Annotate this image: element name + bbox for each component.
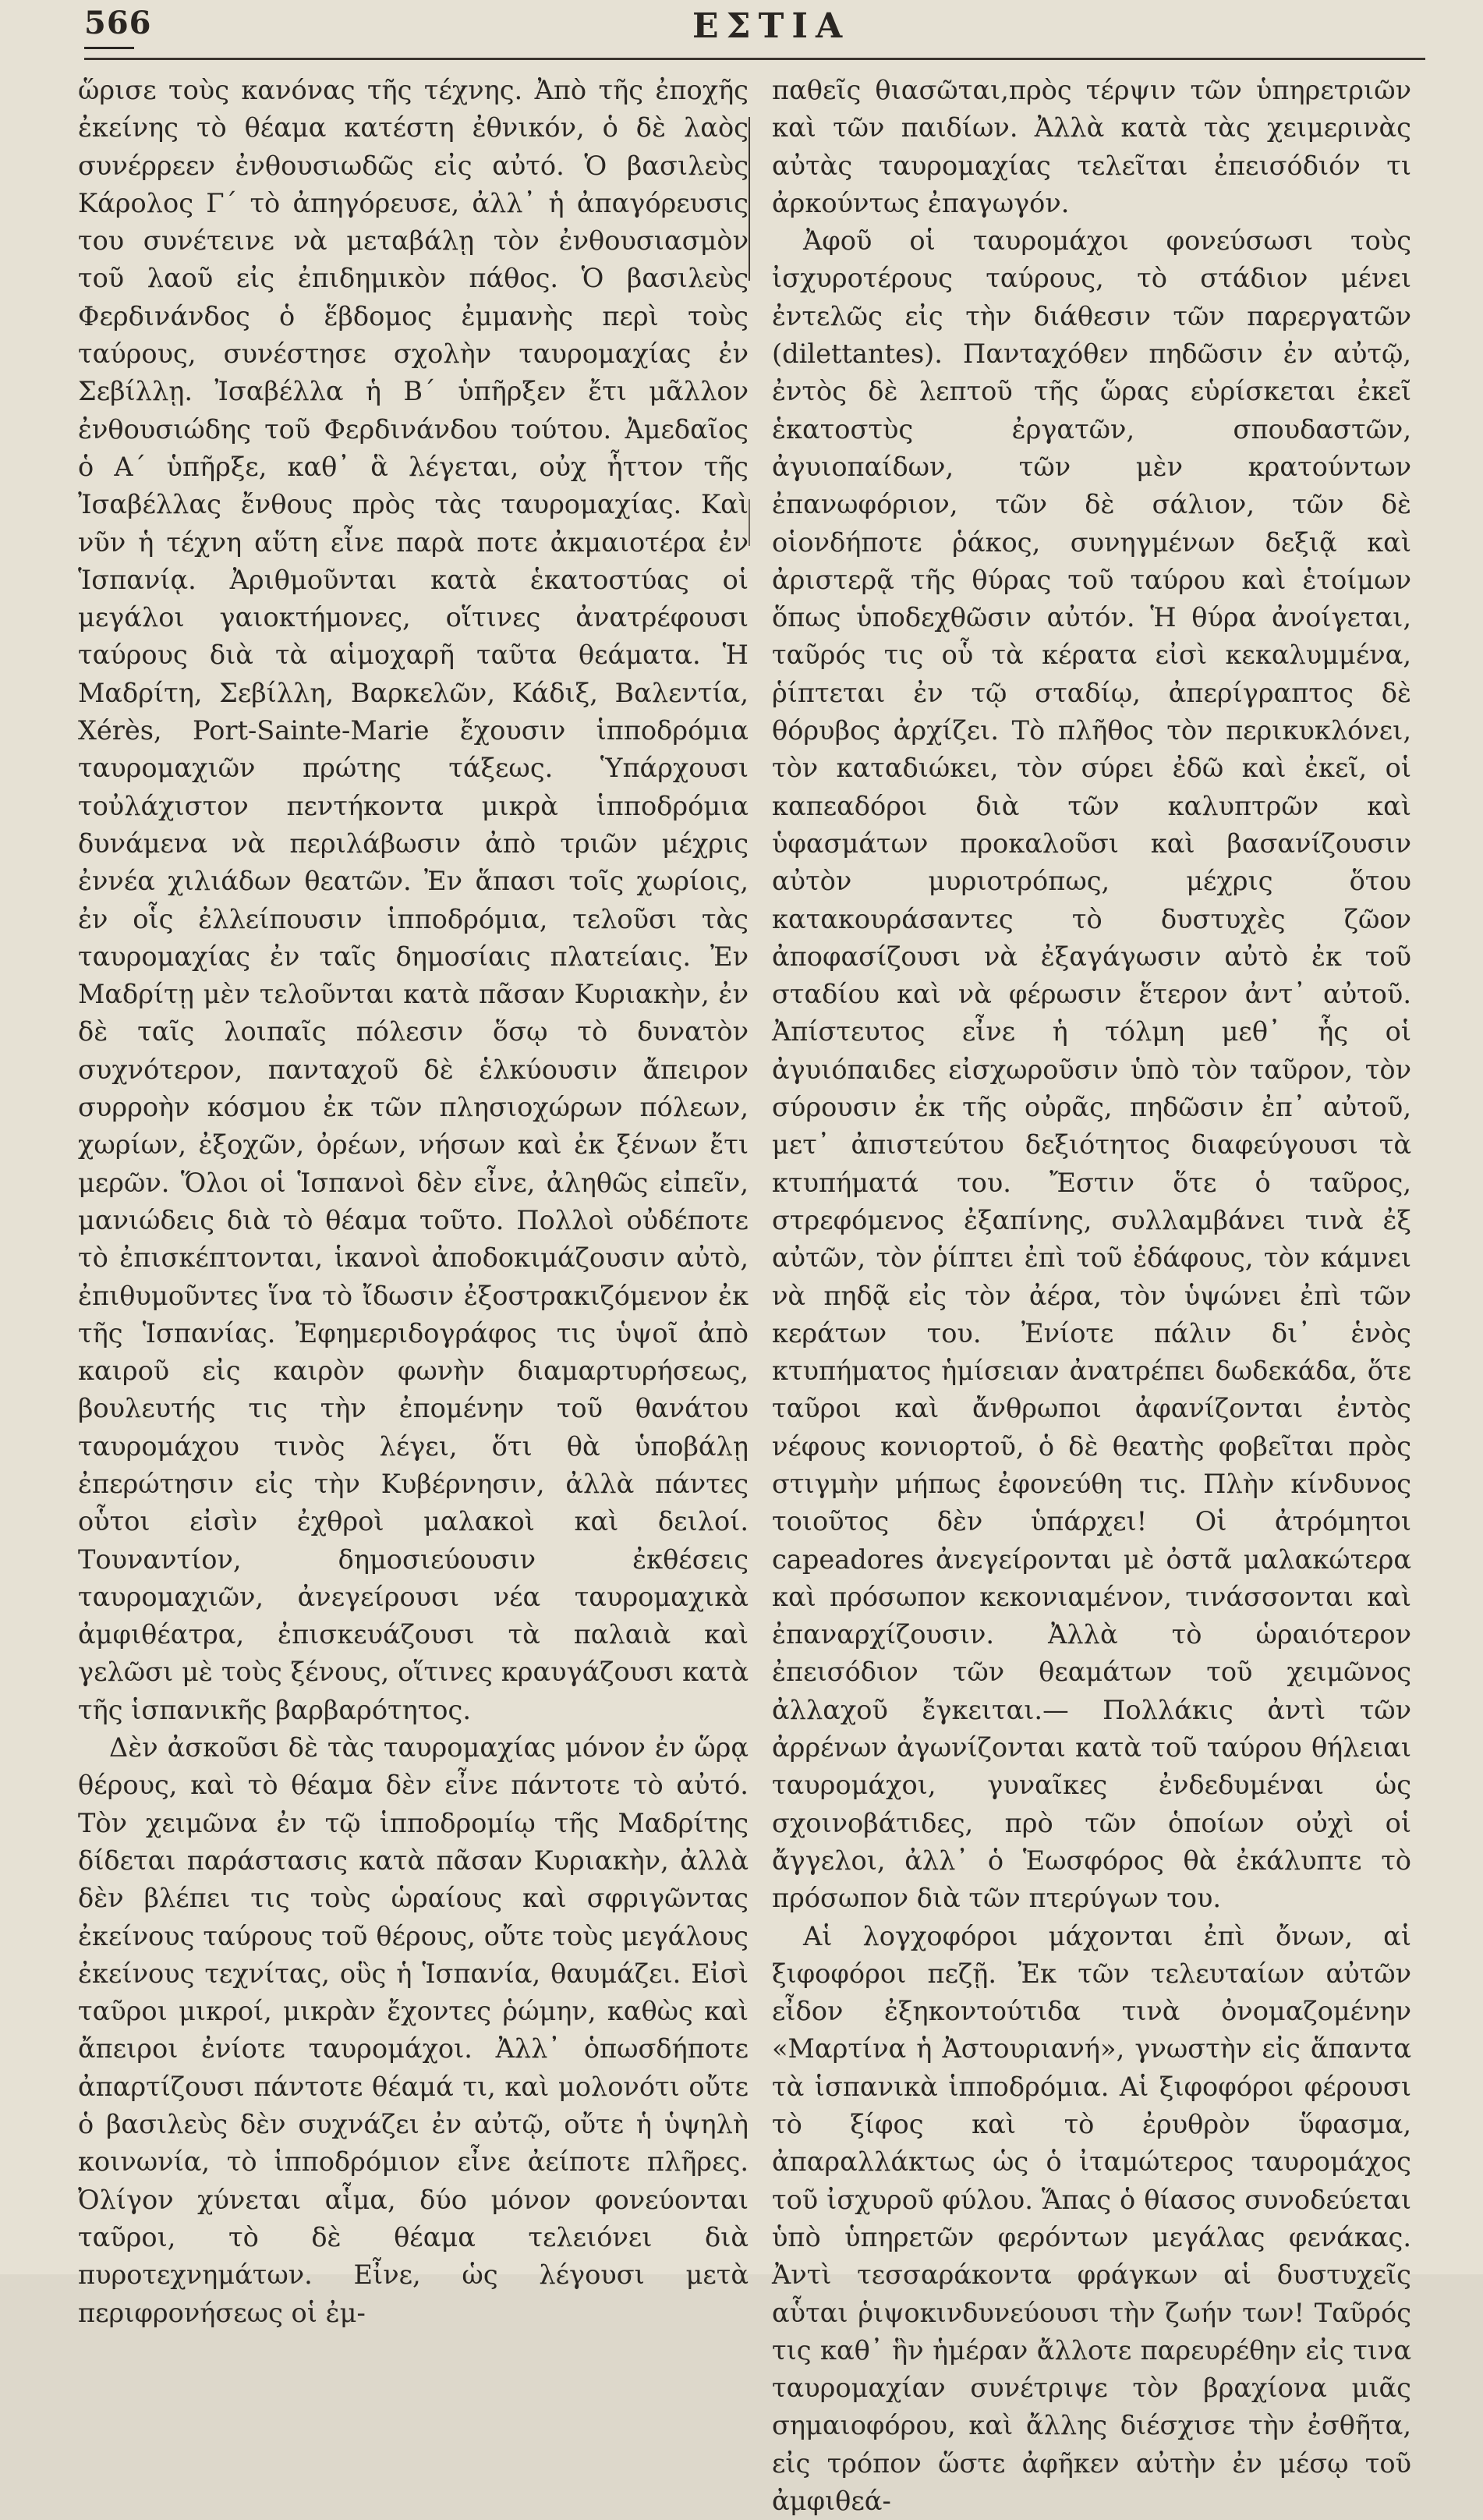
left-paragraph-2: Δὲν ἀσκοῦσι δὲ τὰς ταυρομαχίας μόνον ἐν ὥρᾳ θέρους, καὶ τὸ θέαμα δὲν εἶνε πάντοτε τὸ αὐτό. Τὸν χειμῶνα ἐν τῷ ἱπποδρομίῳ τῆς Μαδρίτης δίδεται παράστασις κατὰ πᾶσαν Κυριακὴν, ἀλλὰ δὲν βλέπει τις τοὺς ὡραίους καὶ σφριγῶντας ἐκείνους ταύρους τοῦ θέρους, οὔτε τοὺς μεγάλους ἐκείνους τεχνίτας, οὓς ἡ Ἱσπανία, θαυμάζει. Εἰσὶ ταῦροι μικροί, μικρὰν ἔχοντες ῥώμην, καθὼς καὶ ἄπειροι ἐνίοτε ταυρομάχοι. Ἀλλ᾽ ὁπωσδήποτε ἀπαρτίζουσι πάντοτε θέαμά τι, καὶ μολονότι οὔτε ὁ βασιλεὺς δὲν συχνάζει ἐν αὐτῷ, οὔτε ἡ ὑψηλὴ κοινωνία, τὸ ἱπποδρόμιον εἶνε ἀείποτε πλῆρες. Ὀλίγον χύνεται αἷμα, δύο μόνον φονεύονται ταῦροι, τὸ δὲ θέαμα τελειόνει διὰ πυροτεχνημάτων. Εἶνε, ὡς λέγουσι μετὰ περιφρονήσεως οἱ ἐμ-: [78, 1732, 749, 2328]
column-divider-fragment: [749, 499, 750, 546]
page-number-rule: [84, 47, 134, 49]
page-number: 566: [84, 5, 152, 41]
header-rule: [84, 58, 1425, 60]
right-paragraph-2: Ἀφοῦ οἱ ταυρομάχοι φονεύσωσι τοὺς ἰσχυροτέρους ταύρους, τὸ στάδιον μένει ἐντελῶς εἰς τὴν διάθεσιν τῶν παρεργατῶν (dilettantes). Πανταχόθεν πηδῶσιν ἐν αὐτῷ, ἐντὸς δὲ λεπτοῦ τῆς ὥρας εὑρίσκεται ἐκεῖ ἑκατοστὺς ἐργατῶν, σπουδαστῶν, ἀγυιοπαίδων, τῶν μὲν κρατούντων ἐπανωφόριον, τῶν δὲ σάλιον, τῶν δὲ οἱονδήποτε ῥάκος, συνηγμένων δεξιᾷ καὶ ἀριστερᾷ τῆς θύρας τοῦ ταύρου καὶ ἑτοίμων ὅπως ὑποδεχθῶσιν αὐτόν. Ἡ θύρα ἀνοίγεται, ταῦρός τις οὗ τὰ κέρατα εἰσὶ κεκαλυμμένα, ῥίπτεται ἐν τῷ σταδίῳ, ἀπερίγραπτος δὲ θόρυβος ἀρχίζει. Τὸ πλῆθος τὸν περικυκλόνει, τὸν καταδιώκει, τὸν σύρει ἐδῶ καὶ ἐκεῖ, οἱ καπεαδόροι διὰ τῶν καλυπτρῶν καὶ ὑφασμάτων προκαλοῦσι καὶ βασανίζουσιν αὐτὸν μυριοτρόπως, μέχρις ὅτου κατακουράσαντες τὸ δυστυχὲς ζῶον ἀποφασίζουσι νὰ ἐξαγάγωσιν αὐτὸ ἐκ τοῦ σταδίου καὶ νὰ φέρωσιν ἕτερον ἀντ᾽ αὐτοῦ. Ἀπίστευτος εἶνε ἡ τόλμη μεθ᾽ ἧς οἱ ἀγυιόπαιδες εἰσχωροῦσιν ὑπὸ τὸν ταῦρον, τὸν σύρουσιν ἐκ τῆς οὐρᾶς, πηδῶσιν ἐπ᾽ αὐτοῦ, μετ᾽ ἀπιστεύτου δεξιότητος διαφεύγουσι τὰ κτυπήματά του. Ἔστιν ὅτε ὁ ταῦρος, στρεφόμενος ἐξαπίνης, συλλαμβάνει τινὰ ἐξ αὐτῶν, τὸν ῥίπτει ἐπὶ τοῦ ἐδάφους, τὸν κάμνει νὰ πηδᾷ εἰς τὸν ἀέρα, τὸν ὑψώνει ἐπὶ τῶν κεράτων του. Ἐνίοτε πάλιν δι᾽ ἑνὸς κτυπήματος ἡμίσειαν ἀνατρέπει δωδεκάδα, ὅτε ταῦροι καὶ ἄνθρωποι ἀφανίζονται ἐντὸς νέφους κονιορτοῦ, ὁ δὲ θεατὴς φοβεῖται πρὸς στιγμὴν μήπως ἐφονεύθη τις. Πλὴν κίνδυνος τοιοῦτος δὲν ὑπάρχει! Οἱ ἀτρόμητοι capeadores ἀνεγείρονται μὲ ὀστᾶ μαλακώτερα καὶ πρόσωπον κεκονιαμένον, τινάσσονται καὶ ἐπαναρχίζουσιν. Ἀλλὰ τὸ ὡραιότερον ἐπεισόδιον τῶν θεαμάτων τοῦ χειμῶνος ἀλλαχοῦ ἔγκειται.— Πολλάκις ἀντὶ τῶν ἀρρένων ἀγωνίζονται κατὰ τοῦ ταύρου θήλειαι ταυρομάχοι, γυναῖκες ἐνδεδυμέναι ὡς σχοινοβάτιδες, πρὸ τῶν ὁποίων οὐχὶ οἱ ἄγγελοι, ἀλλ᾽ ὁ Ἑωσφόρος θὰ ἐκάλυπτε τὸ πρόσωπον διὰ τῶν πτερύγων του.: [772, 225, 1411, 1914]
right-paragraph-1: παθεῖς θιασῶται,πρὸς τέρψιν τῶν ὑπηρετριῶν καὶ τῶν παιδίων. Ἀλλὰ κατὰ τὰς χειμερινὰς αὐτὰς ταυρομαχίας τελεῖται ἐπεισόδιόν τι ἀρκούντως ἐπαγωγόν.: [772, 75, 1411, 218]
right-column: [772, 72, 1411, 2516]
journal-title: ΕΣΤΙΑ: [692, 6, 851, 46]
left-paragraph-1: ὥρισε τοὺς κανόνας τῆς τέχνης. Ἀπὸ τῆς ἐποχῆς ἐκείνης τὸ θέαμα κατέστη ἐθνικόν, ὁ δὲ λαὸς συνέρρεεν ἐνθουσιωδῶς εἰς αὐτό. Ὁ βασιλεὺς Κάρολος Γ΄ τὸ ἀπηγόρευσε, ἀλλ᾽ ἡ ἀπαγόρευσις του συνέτεινε νὰ μεταβάλῃ τὸν ἐνθουσιασμὸν τοῦ λαοῦ εἰς ἐπιδημικὸν πάθος. Ὁ βασιλεὺς Φερδινάνδος ὁ ἕβδομος ἐμμανὴς περὶ τοὺς ταύρους, συνέστησε σχολὴν ταυρομαχίας ἐν Σεβίλλῃ. Ἰσαβέλλα ἡ Β΄ ὑπῆρξεν ἔτι μᾶλλον ἐνθουσιώδης τοῦ Φερδινάνδου τούτου. Ἀμεδαῖος ὁ Α΄ ὑπῆρξε, καθ᾽ ἃ λέγεται, οὐχ ἧττον τῆς Ἰσαβέλλας ἔνθους πρὸς τὰς ταυρομαχίας. Καὶ νῦν ἡ τέχνη αὕτη εἶνε παρὰ ποτε ἀκμαιοτέρα ἐν Ἱσπανίᾳ. Ἀριθμοῦνται κατὰ ἑκατοστύας οἱ μεγάλοι γαιοκτήμονες, οἵτινες ἀνατρέφουσι ταύρους διὰ τὰ αἱμοχαρῆ ταῦτα θεάματα. Ἡ Μαδρίτη, Σεβίλλη, Βαρκελῶν, Κάδιξ, Βαλεντία, Xérès, Port-Sainte-Marie ἔχουσιν ἱπποδρόμια ταυρομαχιῶν πρώτης τάξεως. Ὑπάρχουσι τοὐλάχιστον πεντήκοντα μικρὰ ἱπποδρόμια δυνάμενα νὰ περιλάβωσιν ἀπὸ τριῶν μέχρις ἐννέα χιλιάδων θεατῶν. Ἐν ἅπασι τοῖς χωρίοις, ἐν οἷς ἐλλείπουσιν ἱπποδρόμια, τελοῦσι τὰς ταυρομαχίας ἐν ταῖς δημοσίαις πλατείαις. Ἐν Μαδρίτῃ μὲν τελοῦνται κατὰ πᾶσαν Κυριακὴν, ἐν δὲ ταῖς λοιπαῖς πόλεσιν ὅσῳ τὸ δυνατὸν συχνότερον, πανταχοῦ δὲ ἑλκύουσιν ἄπειρον συρροὴν κόσμου ἐκ τῶν πλησιοχώρων πόλεων, χωρίων, ἐξοχῶν, ὀρέων, νήσων καὶ ἐκ ξένων ἔτι μερῶν. Ὅλοι οἱ Ἱσπανοὶ δὲν εἶνε, ἀληθῶς εἰπεῖν, μανιώδεις διὰ τὸ θέαμα τοῦτο. Πολλοὶ οὐδέποτε τὸ ἐπισκέπτονται, ἱκανοὶ ἀποδοκιμάζουσιν αὐτὸ, ἐπιθυμοῦντες ἵνα τὸ ἴδωσιν ἐξοστρακιζόμενον ἐκ τῆς Ἱσπανίας. Ἐφημεριδογράφος τις ὑψοῖ ἀπὸ καιροῦ εἰς καιρὸν φωνὴν διαμαρτυρήσεως, βουλευτής τις τὴν ἐπομένην τοῦ θανάτου ταυρομάχου τινὸς λέγει, ὅτι θὰ ὑποβάλῃ ἐπερώτησιν εἰς τὴν Κυβέρνησιν, ἀλλὰ πάντες οὗτοι εἰσὶν ἐχθροὶ μαλακοὶ καὶ δειλοί. Τουναντίον, δημοσιεύουσιν ἐκθέσεις ταυρομαχιῶν, ἀνεγείρουσι νέα ταυρομαχικὰ ἀμφιθέατρα, ἐπισκευάζουσι τὰ παλαιὰ καὶ γελῶσι μὲ τοὺς ξένους, οἵτινες κραυγάζουσι κατὰ τῆς ἱσπανικῆς βαρβαρότητος.: [78, 75, 749, 1725]
column-divider: [749, 117, 750, 281]
right-paragraph-3: Αἱ λογχοφόροι μάχονται ἐπὶ ὄνων, αἱ ξιφοφόροι πεζῇ. Ἐκ τῶν τελευταίων αὐτῶν εἶδον ἐξηκοντούτιδα τινὰ ὀνομαζομένην «Μαρτίνα ἡ Ἀστουριανή», γνωστὴν εἰς ἅπαντα τὰ ἱσπανικὰ ἱπποδρόμια. Αἱ ξιφοφόροι φέρουσι τὸ ξίφος καὶ τὸ ἐρυθρὸν ὕφασμα, ἀπαραλλάκτως ὡς ὁ ἰταμώτερος ταυρομάχος τοῦ ἰσχυροῦ φύλου. Ἅπας ὁ θίασος συνοδεύεται ὑπὸ ὑπηρετῶν φερόντων μεγάλας φενάκας. Ἀντὶ τεσσαράκοντα φράγκων αἱ δυστυχεῖς αὗται ῥιψοκινδυνεύουσι τὴν ζωήν των! Ταῦρός τις καθ᾽ ἣν ἡμέραν ἄλλοτε παρευρέθην εἰς τινα ταυρομαχίαν συνέτριψε τὸν βραχίονα μιᾶς σημαιοφόρου, καὶ ἄλλης διέσχισε τὴν ἐσθῆτα, εἰς τρόπον ὥστε ἀφῆκεν αὐτὴν ἐν μέσῳ τοῦ ἀμφιθεά-: [772, 1920, 1411, 2516]
left-column: [78, 72, 749, 2328]
page-header: [84, 0, 1425, 59]
